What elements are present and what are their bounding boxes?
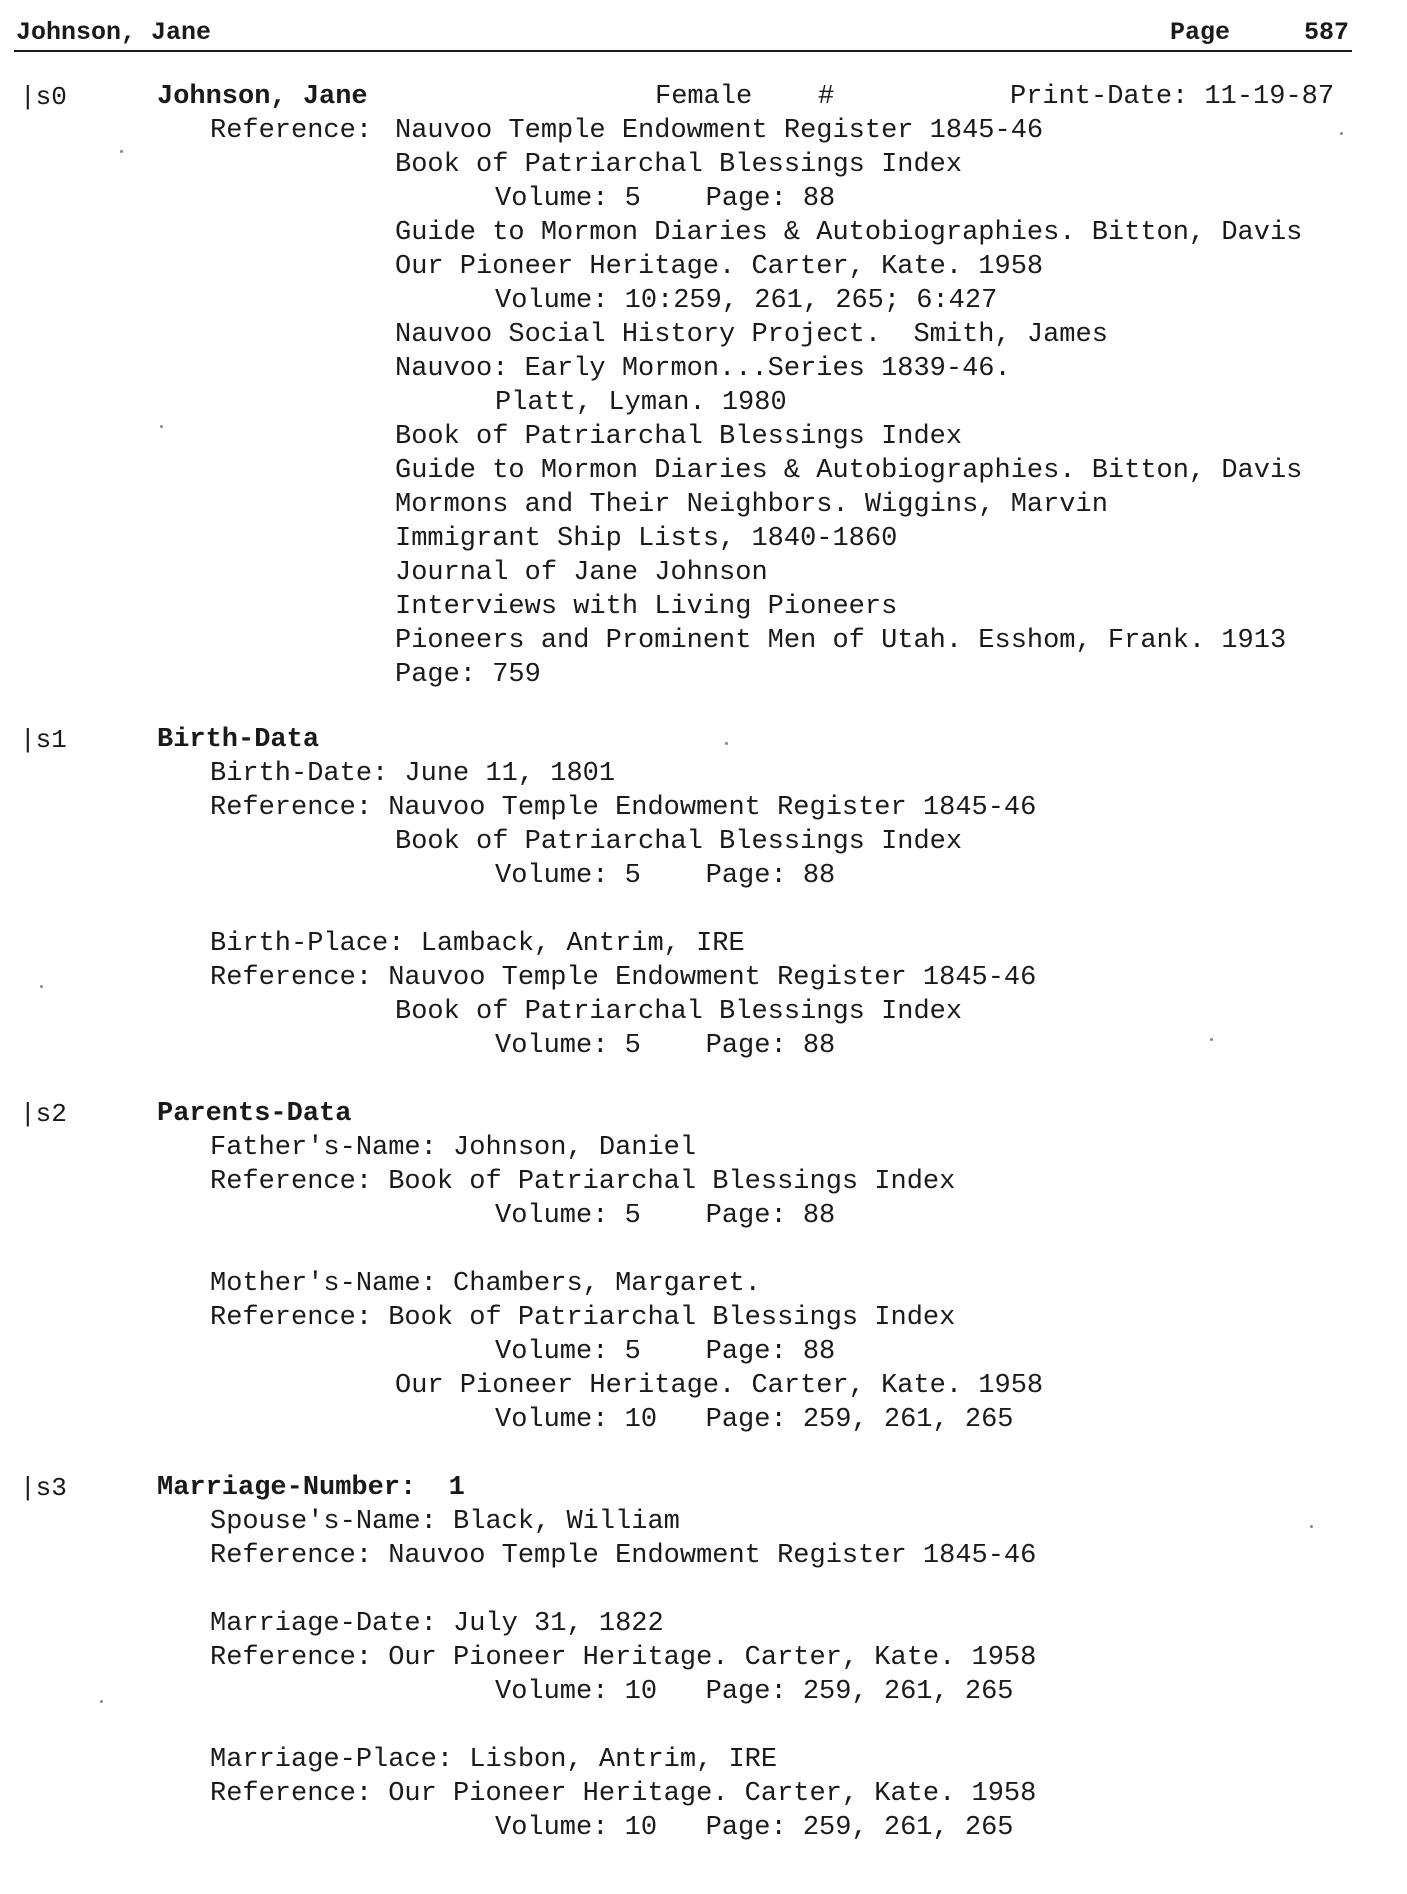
record-hash: # — [818, 82, 835, 112]
reference-item: Reference: Book of Patriarchal Blessings Index — [210, 1167, 956, 1197]
reference-item: Reference: Nauvoo Temple Endowment Register 1845-46 — [210, 793, 1037, 823]
reference-item: Pioneers and Prominent Men of Utah. Esshom, Frank. 1913 — [395, 626, 1287, 656]
section-title: Marriage-Number: 1 — [157, 1473, 465, 1503]
section-title: Birth-Data — [157, 725, 320, 755]
reference-item: Guide to Mormon Diaries & Autobiographies. Bitton, Davis — [395, 456, 1303, 486]
reference-item: Book of Patriarchal Blessings Index — [395, 422, 963, 452]
reference-item: Our Pioneer Heritage. Carter, Kate. 1958 — [395, 252, 1044, 282]
father-name: Father's-Name: Johnson, Daniel — [210, 1133, 697, 1163]
section-marker: |s0 — [20, 82, 67, 112]
reference-item: Journal of Jane Johnson — [395, 558, 768, 588]
reference-label: Reference: — [210, 116, 373, 146]
reference-item: Mormons and Their Neighbors. Wiggins, Marvin — [395, 490, 1108, 520]
record-name: Johnson, Jane — [157, 82, 368, 112]
mother-name: Mother's-Name: Chambers, Margaret. — [210, 1269, 761, 1299]
reference-item: Reference: Nauvoo Temple Endowment Register 1845-46 — [210, 963, 1037, 993]
reference-item: Reference: Nauvoo Temple Endowment Register 1845-46 — [210, 1541, 1037, 1571]
reference-item: Nauvoo Social History Project. Smith, James — [395, 320, 1108, 350]
reference-item: Interviews with Living Pioneers — [395, 592, 898, 622]
reference-item: Book of Patriarchal Blessings Index — [395, 997, 963, 1027]
marriage-date: Marriage-Date: July 31, 1822 — [210, 1609, 664, 1639]
reference-item: Page: 759 — [395, 660, 541, 690]
scan-speck — [1210, 1038, 1213, 1041]
scan-speck — [40, 985, 43, 988]
reference-item: Volume: 5 Page: 88 — [495, 1337, 836, 1367]
reference-item: Reference: Book of Patriarchal Blessings Index — [210, 1303, 956, 1333]
scan-speck — [725, 742, 728, 745]
header-page-number: 587 — [1304, 18, 1350, 47]
reference-item: Volume: 10 Page: 259, 261, 265 — [495, 1813, 1014, 1843]
scan-speck — [120, 150, 123, 153]
scan-speck — [160, 425, 163, 428]
reference-item: Immigrant Ship Lists, 1840-1860 — [395, 524, 898, 554]
reference-item: Platt, Lyman. 1980 — [495, 388, 787, 418]
scan-speck — [1310, 1525, 1313, 1528]
spouse-name: Spouse's-Name: Black, William — [210, 1507, 680, 1537]
reference-item: Guide to Mormon Diaries & Autobiographies. Bitton, Davis — [395, 218, 1303, 248]
section-marker: |s3 — [20, 1473, 67, 1503]
scan-speck — [1340, 132, 1343, 135]
reference-item: Volume: 5 Page: 88 — [495, 1031, 836, 1061]
header-name: Johnson, Jane — [16, 18, 212, 47]
reference-item: Nauvoo Temple Endowment Register 1845-46 — [395, 116, 1044, 146]
print-date: Print-Date: 11-19-87 — [1010, 82, 1335, 112]
section-marker: |s2 — [20, 1099, 67, 1129]
reference-item: Book of Patriarchal Blessings Index — [395, 827, 963, 857]
birth-date: Birth-Date: June 11, 1801 — [210, 759, 616, 789]
reference-item: Book of Patriarchal Blessings Index — [395, 150, 963, 180]
record-sex: Female — [655, 82, 753, 112]
reference-item: Volume: 10 Page: 259, 261, 265 — [495, 1405, 1014, 1435]
scan-speck — [100, 1700, 103, 1703]
reference-item: Volume: 5 Page: 88 — [495, 861, 836, 891]
birth-place: Birth-Place: Lamback, Antrim, IRE — [210, 929, 745, 959]
reference-item: Volume: 10:259, 261, 265; 6:427 — [495, 286, 998, 316]
reference-item: Volume: 10 Page: 259, 261, 265 — [495, 1677, 1014, 1707]
header-page-label: Page — [1170, 18, 1231, 47]
reference-item: Reference: Our Pioneer Heritage. Carter, Kate. 1958 — [210, 1643, 1037, 1673]
reference-item: Volume: 5 Page: 88 — [495, 184, 836, 214]
reference-item: Our Pioneer Heritage. Carter, Kate. 1958 — [395, 1371, 1044, 1401]
section-title: Parents-Data — [157, 1099, 352, 1129]
marriage-place: Marriage-Place: Lisbon, Antrim, IRE — [210, 1745, 778, 1775]
reference-item: Nauvoo: Early Mormon...Series 1839-46. — [395, 354, 1011, 384]
page-header — [14, 14, 1352, 52]
reference-item: Volume: 5 Page: 88 — [495, 1201, 836, 1231]
section-marker: |s1 — [20, 725, 67, 755]
reference-item: Reference: Our Pioneer Heritage. Carter, Kate. 1958 — [210, 1779, 1037, 1809]
